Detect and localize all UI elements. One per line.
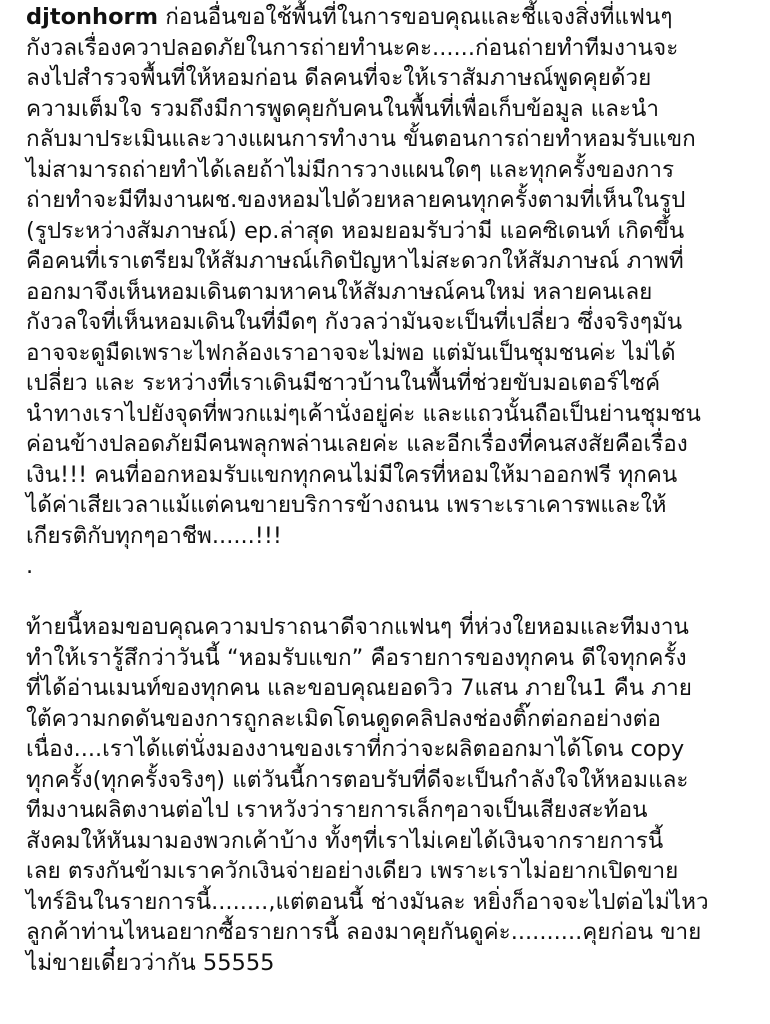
caption-line: ที่ได้อ่านเมนท์ของทุกคน และขอบคุณยอดวิว 7แสน ภายใน1 คืน ภาย [26, 675, 692, 701]
caption-text: ก่อนอื่นขอใช้พื้นที่ในการขอบคุณและชี้แจงสิ่งที่แฟนๆ [158, 4, 673, 30]
caption-line: ได้ค่าเสียเวลาแม้แต่คนขายบริการข้างถนน เพราะเราเคารพและให้ [26, 492, 667, 518]
caption-line: นำทางเราไปยังจุดที่พวกแม่ๆเค้านั่งอยู่ค่ะ และแถวนั้นถือเป็นย่านชุมชน [26, 400, 701, 427]
caption-line: เลย ตรงกันข้ามเราควักเงินจ่ายอย่างเดียว เพราะเราไม่อยากเปิดขาย [26, 858, 679, 884]
caption-line: กลับมาประเมินและวางแผนการทำงาน ขั้นตอนการถ่ายทำหอมรับแขก [26, 126, 696, 152]
paragraph-gap [26, 582, 766, 613]
caption-line: สังคมให้หันมามองพวกเค้าบ้าง ทั้งๆที่เราไม่เคยได้เงินจากรายการนี้ [26, 827, 664, 854]
caption-line: คือคนที่เราเตรียมให้สัมภาษณ์เกิดปัญหาไม่สะดวกให้สัมภาษณ์ ภาพที่ [26, 248, 684, 274]
caption-line: เนื่อง....เราได้แต่นั่งมองงานของเราที่กว่าจะผลิตออกมาได้โดน copy [26, 736, 685, 762]
paragraph-separator: . [26, 553, 34, 579]
caption-line: ใต้ความกดดันของการถูกละเมิดโดนดูดคลิปลงช่องติ๊กต่อกอย่างต่อ [26, 705, 661, 732]
caption-line: เงิน!!! คนที่ออกหอมรับแขกทุกคนไม่มีใครที่หอมให้มาออกฟรี ทุกคน [26, 461, 678, 488]
caption-line [26, 2, 766, 33]
caption-line: ท้ายนี้หอมขอบคุณความปราถนาดีจากแฟนๆ ที่ห่วงใยหอมและทีมงาน [26, 614, 689, 640]
caption-line: เกียรติกับทุกๆอาชีพ......!!! [26, 522, 282, 549]
caption-line: ทีมงานผลิตงานต่อไป เราหวังว่ารายการเล็กๆอาจเป็นเสียงสะท้อน [26, 797, 648, 823]
caption-line: ไม่ขายเดี๋ยวว่ากัน 55555 [26, 949, 275, 976]
caption-line: ค่อนข้างปลอดภัยมีคนพลุกพล่านเลยค่ะ และอีกเรื่องที่คนสงสัยคือเรื่อง [26, 431, 688, 457]
caption-line: ไทร์อินในรายการนี้........,แต่ตอนนี้ ช่างมันละ หยิ่งก็อาจจะไปต่อไม่ไหว [26, 888, 709, 915]
caption-line: ทุกครั้ง(ทุกครั้งจริงๆ) แต่วันนี้การตอบรับที่ดีจะเป็นกำลังใจให้หอมและ [26, 766, 689, 793]
caption-line: ทำให้เรารู้สึกว่าวันนี้ “หอมรับแขก” คือรายการของทุกคน ดีใจทุกครั้ง [26, 644, 687, 671]
caption-line: ลงไปสำรวจพื้นที่ให้หอมก่อน ดีลคนที่จะให้เราสัมภาษณ์พูดคุยด้วย [26, 65, 652, 91]
caption-line: กังวลเรื่องควาปลอดภัยในการถ่ายทำนะคะ......ก่อนถ่ายทำทีมงานจะ [26, 34, 679, 61]
caption-line: ออกมาจึงเห็นหอมเดินตามหาคนให้สัมภาษณ์คนใหม่ หลายคนเลย [26, 278, 653, 305]
caption-line: ความเต็มใจ รวมถึงมีการพูดคุยกับคนในพื้นที่เพื่อเก็บข้อมูล และนำ [26, 95, 660, 122]
caption-line: ลูกค้าท่านไหนอยากซื้อรายการนี้ ลองมาคุยกันดูค่ะ..........คุยก่อน ขาย [26, 919, 702, 945]
username-link[interactable]: djtonhorm [26, 4, 159, 30]
caption-line: อาจจะดูมืดเพราะไฟกล้องเราอาจจะไม่พอ แต่มันเป็นชุมชนค่ะ ไม่ได้ [26, 339, 676, 366]
caption-line: (รูประหว่างสัมภาษณ์) ep.ล่าสุด หอมยอมรับว่ามี แอคซิเดนท์ เกิดขึ้น [26, 217, 685, 244]
caption-line: ไม่สามารถถ่ายทำได้เลยถ้าไม่มีการวางแผนใดๆ และทุกครั้งของการ [26, 156, 675, 183]
caption-line: เปลี่ยว และ ระหว่างที่เราเดินมีชาวบ้านในพื้นที่ช่วยขับมอเตอร์ไซค์ [26, 370, 661, 396]
caption-line: กังวลใจที่เห็นหอมเดินในที่มืดๆ กังวลว่ามันจะเป็นที่เปลี่ยว ซึ่งจริงๆมัน [26, 309, 683, 335]
post-caption [26, 2, 766, 978]
caption-line: ถ่ายทำจะมีทีมงานผช.ของหอมไปด้วยหลายคนทุกครั้งตามที่เห็นในรูป [26, 187, 686, 213]
